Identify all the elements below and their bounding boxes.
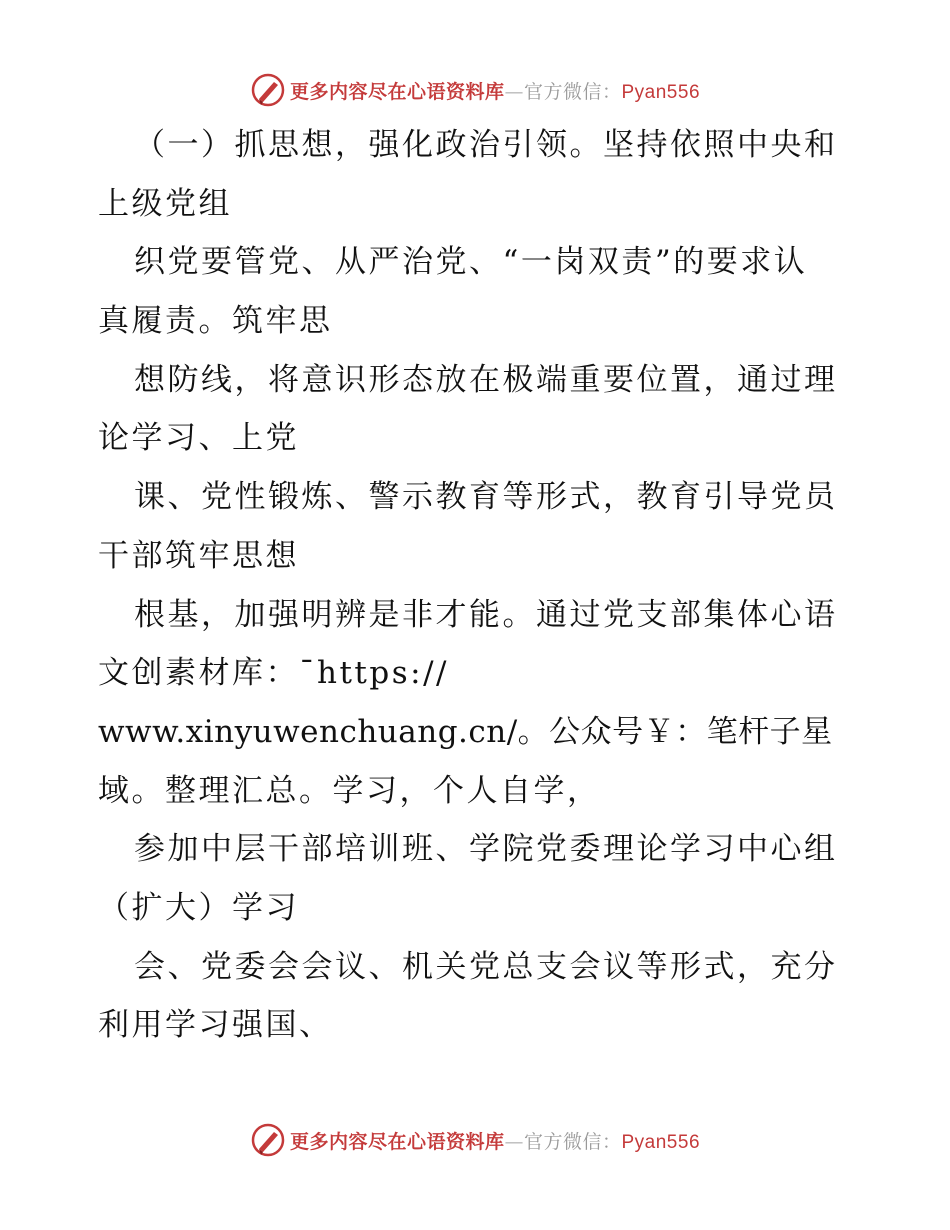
body-line: 域。整理汇总。学习，个人自学， bbox=[98, 772, 601, 809]
banner-wechat-label: 官方微信： bbox=[523, 80, 622, 103]
document-body bbox=[98, 116, 858, 1055]
banner-dash: — bbox=[504, 1130, 524, 1153]
body-line: 真履责。筑牢思 bbox=[98, 303, 333, 340]
banner-wechat-id: Pyan556 bbox=[621, 1131, 701, 1153]
header-banner bbox=[0, 70, 950, 110]
banner-wechat-label: 官方微信： bbox=[523, 1130, 622, 1153]
body-line: 织党要管党、从严治党、“一岗双责”的要求认 bbox=[134, 244, 808, 281]
body-line: （扩大）学习 bbox=[98, 889, 299, 926]
body-line: （一）抓思想，强化政治引领。坚持依照中央和 bbox=[134, 127, 838, 163]
banner-wechat-id: Pyan556 bbox=[621, 81, 701, 103]
body-line: 文创素材库：¯https:// bbox=[98, 655, 449, 692]
body-line: 干部筑牢思想 bbox=[98, 537, 299, 574]
body-line: 课、党性锻炼、警示教育等形式，教育引导党员 bbox=[134, 479, 838, 516]
banner-dash: — bbox=[504, 80, 524, 103]
body-line: 参加中层干部培训班、学院党委理论学习中心组 bbox=[134, 831, 838, 868]
footer-banner bbox=[0, 1120, 950, 1160]
body-line: www.xinyuwenchuang.cn/。公众号￥：笔杆子星 bbox=[98, 713, 833, 750]
pen-circle-logo-icon bbox=[250, 72, 286, 108]
body-line: 会、党委会会议、机关党总支会议等形式，充分 bbox=[134, 948, 838, 985]
pen-circle-logo-icon bbox=[250, 1122, 286, 1158]
body-line: 上级党组 bbox=[98, 185, 232, 222]
body-line: 根基，加强明辨是非才能。通过党支部集体心语 bbox=[134, 596, 838, 633]
banner-title: 更多内容尽在心语资料库 bbox=[289, 1130, 505, 1153]
banner-title: 更多内容尽在心语资料库 bbox=[289, 80, 505, 103]
body-line: 想防线，将意识形态放在极端重要位置，通过理 bbox=[134, 361, 838, 398]
body-line: 论学习、上党 bbox=[98, 420, 299, 457]
body-line: 利用学习强国、 bbox=[98, 1007, 333, 1044]
